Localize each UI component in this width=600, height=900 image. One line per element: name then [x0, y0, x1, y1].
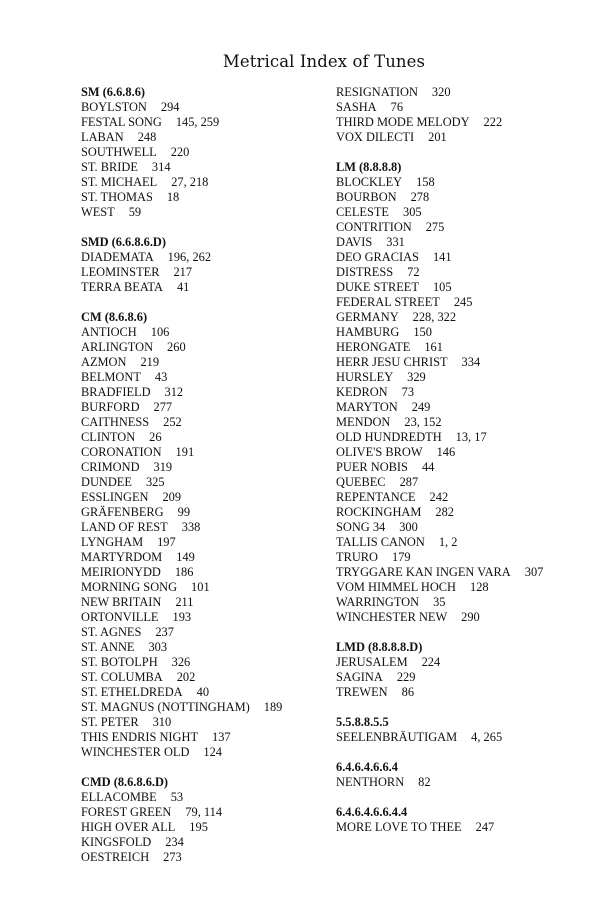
tune-entry — [81, 730, 331, 745]
tune-entry — [336, 520, 586, 535]
hymn-numbers: 59 — [128, 205, 142, 219]
hymn-numbers: 79, 114 — [185, 805, 223, 819]
hymn-numbers: 27, 218 — [171, 175, 209, 189]
tune-entry — [336, 445, 586, 460]
hymn-numbers: 211 — [175, 595, 194, 609]
tune-entry — [81, 520, 331, 535]
tune-name: MARTYRDOM — [81, 550, 163, 564]
tune-entry — [81, 580, 331, 595]
tune-entry — [336, 295, 586, 310]
tune-name: REPENTANCE — [336, 490, 416, 504]
hymn-numbers: 329 — [407, 370, 426, 384]
hymn-numbers: 237 — [155, 625, 174, 639]
hymn-numbers: 247 — [475, 820, 495, 834]
hymn-numbers: 320 — [431, 85, 451, 99]
hymn-numbers: 105 — [432, 280, 452, 294]
tune-name: CELESTE — [336, 205, 389, 219]
tune-name: FESTAL SONG — [81, 115, 162, 129]
tune-entry — [81, 325, 331, 340]
meter-section — [81, 775, 331, 865]
hymn-numbers: 146 — [436, 445, 456, 459]
tune-name: WINCHESTER NEW — [336, 610, 448, 624]
tune-name: GERMANY — [336, 310, 399, 324]
tune-entry — [336, 385, 586, 400]
tune-name: ESSLINGEN — [81, 490, 149, 504]
tune-name: OESTREICH — [81, 850, 150, 864]
hymn-numbers: 275 — [425, 220, 445, 234]
tune-name: DISTRESS — [336, 265, 394, 279]
tune-name: WINCHESTER OLD — [81, 745, 190, 759]
tune-entry — [336, 100, 586, 115]
meter-section — [81, 310, 331, 760]
tune-name: DIADEMATA — [81, 250, 154, 264]
hymn-numbers: 145, 259 — [175, 115, 220, 129]
meter-section — [336, 760, 586, 790]
hymn-numbers: 294 — [160, 100, 180, 114]
tune-entry — [81, 835, 331, 850]
hymn-numbers: 310 — [152, 715, 172, 729]
hymn-numbers: 4, 265 — [471, 730, 503, 744]
hymn-numbers: 1, 2 — [438, 535, 458, 549]
tune-entry — [336, 175, 586, 190]
tune-name: ST. PETER — [81, 715, 139, 729]
tune-entry — [81, 355, 331, 370]
tune-entry — [336, 370, 586, 385]
tune-name: CONTRITION — [336, 220, 412, 234]
hymn-numbers: 35 — [433, 595, 446, 609]
tune-entry — [81, 190, 331, 205]
tune-name: WEST — [81, 205, 115, 219]
tune-entry — [336, 85, 586, 100]
tune-entry — [336, 610, 586, 625]
hymn-numbers: 282 — [435, 505, 454, 519]
hymn-numbers: 229 — [396, 670, 416, 684]
tune-entry — [81, 445, 331, 460]
tune-entry — [336, 505, 586, 520]
tune-name: KEDRON — [336, 385, 388, 399]
hymn-numbers: 189 — [263, 700, 283, 714]
tune-entry — [81, 565, 331, 580]
tune-entry — [81, 670, 331, 685]
tune-entry — [336, 115, 586, 130]
tune-name: NENTHORN — [336, 775, 405, 789]
hymn-numbers: 128 — [470, 580, 489, 594]
tune-entry — [336, 820, 586, 835]
hymn-numbers: 312 — [164, 385, 184, 399]
tune-entry — [336, 685, 586, 700]
hymn-numbers: 44 — [421, 460, 435, 474]
tune-name: BOURBON — [336, 190, 397, 204]
tune-name: NEW BRITAIN — [81, 595, 162, 609]
hymn-numbers: 314 — [151, 160, 171, 174]
hymn-numbers: 18 — [166, 190, 180, 204]
hymn-numbers: 260 — [167, 340, 186, 354]
hymn-numbers: 86 — [401, 685, 415, 699]
tune-entry — [81, 385, 331, 400]
tune-name: VOM HIMMEL HOCH — [336, 580, 457, 594]
tune-name: ORTONVILLE — [81, 610, 159, 624]
tune-name: DAVIS — [336, 235, 373, 249]
tune-name: ST. AGNES — [81, 625, 142, 639]
hymn-numbers: 220 — [170, 145, 190, 159]
meter-section — [336, 805, 586, 835]
tune-name: GRÄFENBERG — [81, 505, 164, 519]
tune-entry — [81, 115, 331, 130]
tune-name: BELMONT — [81, 370, 141, 384]
tune-name: RESIGNATION — [336, 85, 418, 99]
meter-heading: 6.4.6.4.6.6.4 — [336, 760, 398, 774]
hymn-numbers: 219 — [140, 355, 160, 369]
tune-name: JERUSALEM — [336, 655, 408, 669]
tune-name: CLINTON — [81, 430, 136, 444]
hymn-numbers: 197 — [157, 535, 176, 549]
tune-entry — [336, 475, 586, 490]
tune-entry — [336, 535, 586, 550]
tune-name: ST. THOMAS — [81, 190, 153, 204]
hymn-numbers: 13, 17 — [455, 430, 487, 444]
meter-heading: SM (6.6.8.6) — [81, 85, 146, 99]
hymn-numbers: 287 — [399, 475, 419, 489]
meter-section — [336, 715, 586, 745]
tune-name: LABAN — [81, 130, 124, 144]
hymn-numbers: 149 — [176, 550, 195, 564]
tune-entry — [81, 205, 331, 220]
tune-entry — [336, 775, 586, 790]
tune-entry — [81, 625, 331, 640]
hymn-numbers: 273 — [163, 850, 182, 864]
hymn-numbers: 191 — [175, 445, 195, 459]
tune-name: FOREST GREEN — [81, 805, 172, 819]
hymn-numbers: 278 — [410, 190, 430, 204]
tune-name: MORE LOVE TO THEE — [336, 820, 462, 834]
tune-entry — [81, 715, 331, 730]
hymn-numbers: 338 — [181, 520, 201, 534]
tune-entry — [336, 565, 586, 580]
hymn-numbers: 202 — [176, 670, 196, 684]
hymn-numbers: 334 — [461, 355, 481, 369]
hymn-numbers: 217 — [173, 265, 193, 279]
hymn-numbers: 73 — [401, 385, 415, 399]
tune-name: BLOCKLEY — [336, 175, 403, 189]
tune-entry — [81, 610, 331, 625]
meter-heading: 6.4.6.4.6.6.4.4 — [336, 805, 408, 819]
tune-entry — [81, 745, 331, 760]
hymn-numbers: 307 — [524, 565, 544, 579]
hymn-numbers: 331 — [386, 235, 405, 249]
tune-name: MARYTON — [336, 400, 398, 414]
tune-entry — [336, 670, 586, 685]
hymn-numbers: 209 — [162, 490, 182, 504]
tune-entry — [81, 400, 331, 415]
tune-name: OLD HUNDREDTH — [336, 430, 442, 444]
tune-name: TRYGGARE KAN INGEN VARA — [336, 565, 511, 579]
page-title: Metrical Index of Tunes — [222, 52, 426, 71]
hymn-numbers: 305 — [403, 205, 422, 219]
tune-entry — [336, 460, 586, 475]
tune-name: CAITHNESS — [81, 415, 150, 429]
tune-entry — [336, 490, 586, 505]
hymn-numbers: 179 — [392, 550, 411, 564]
hymn-numbers: 82 — [418, 775, 431, 789]
hymn-numbers: 234 — [165, 835, 184, 849]
hymn-numbers: 72 — [407, 265, 420, 279]
meter-heading: LM (8.8.8.8) — [336, 160, 402, 174]
tune-entry — [81, 175, 331, 190]
hymn-numbers: 150 — [413, 325, 432, 339]
tune-name: ROCKINGHAM — [336, 505, 422, 519]
tune-entry — [81, 130, 331, 145]
tune-entry — [336, 265, 586, 280]
tune-name: MEIRIONYDD — [81, 565, 161, 579]
meter-heading: SMD (6.6.8.6.D) — [81, 235, 167, 249]
tune-entry — [81, 415, 331, 430]
tune-name: MENDON — [336, 415, 391, 429]
tune-entry — [336, 730, 586, 745]
hymn-numbers: 277 — [153, 400, 173, 414]
tune-entry — [336, 430, 586, 445]
tune-name: TERRA BEATA — [81, 280, 163, 294]
hymn-numbers: 325 — [145, 475, 165, 489]
tune-name: ST. ANNE — [81, 640, 135, 654]
tune-entry — [81, 160, 331, 175]
tune-entry — [81, 370, 331, 385]
left-column — [81, 85, 331, 880]
hymn-numbers: 124 — [203, 745, 222, 759]
tune-name: SASHA — [336, 100, 377, 114]
hymn-numbers: 222 — [483, 115, 503, 129]
hymn-numbers: 23, 152 — [404, 415, 442, 429]
tune-name: VOX DILECTI — [336, 130, 415, 144]
tune-entry — [81, 820, 331, 835]
tune-entry — [81, 490, 331, 505]
hymn-numbers: 195 — [189, 820, 208, 834]
tune-name: LEOMINSTER — [81, 265, 160, 279]
meter-section — [81, 85, 331, 220]
hymn-numbers: 141 — [432, 250, 452, 264]
tune-name: HIGH OVER ALL — [81, 820, 176, 834]
tune-entry — [81, 595, 331, 610]
tune-name: PUER NOBIS — [336, 460, 408, 474]
tune-name: TALLIS CANON — [336, 535, 425, 549]
tune-name: SEELENBRÄUTIGAM — [336, 730, 458, 744]
tune-entry — [81, 145, 331, 160]
tune-entry — [336, 325, 586, 340]
tune-entry — [336, 205, 586, 220]
hymn-numbers: 101 — [191, 580, 210, 594]
tune-entry — [81, 850, 331, 865]
hymn-numbers: 99 — [177, 505, 191, 519]
tune-name: ST. BRIDE — [81, 160, 138, 174]
meter-section — [336, 85, 586, 145]
tune-name: DEO GRACIAS — [336, 250, 419, 264]
hymn-numbers: 242 — [429, 490, 449, 504]
tune-name: TRURO — [336, 550, 378, 564]
tune-name: SOUTHWELL — [81, 145, 157, 159]
tune-name: HERONGATE — [336, 340, 411, 354]
tune-entry — [336, 250, 586, 265]
tune-entry — [336, 550, 586, 565]
hymn-numbers: 186 — [174, 565, 194, 579]
hymn-numbers: 319 — [153, 460, 173, 474]
tune-name: HURSLEY — [336, 370, 394, 384]
tune-name: SAGINA — [336, 670, 383, 684]
tune-entry — [81, 265, 331, 280]
hymn-numbers: 137 — [212, 730, 231, 744]
tune-entry — [336, 280, 586, 295]
tune-name: AZMON — [81, 355, 127, 369]
tune-name: OLIVE'S BROW — [336, 445, 423, 459]
hymn-numbers: 248 — [137, 130, 157, 144]
hymn-numbers: 196, 262 — [167, 250, 212, 264]
meter-heading: CM (8.6.8.6) — [81, 310, 148, 324]
hymn-numbers: 53 — [170, 790, 184, 804]
tune-entry — [336, 130, 586, 145]
tune-name: BOYLSTON — [81, 100, 147, 114]
tune-entry — [336, 655, 586, 670]
tune-entry — [81, 805, 331, 820]
hymn-numbers: 106 — [150, 325, 170, 339]
tune-name: ARLINGTON — [81, 340, 154, 354]
tune-name: ST. MICHAEL — [81, 175, 158, 189]
tune-name: ELLACOMBE — [81, 790, 157, 804]
tune-name: BRADFIELD — [81, 385, 151, 399]
hymn-numbers: 201 — [428, 130, 447, 144]
tune-entry — [81, 475, 331, 490]
hymn-numbers: 26 — [149, 430, 162, 444]
meter-heading: CMD (8.6.8.6.D) — [81, 775, 169, 789]
tune-entry — [81, 505, 331, 520]
tune-entry — [81, 655, 331, 670]
tune-name: MORNING SONG — [81, 580, 178, 594]
hymn-numbers: 76 — [390, 100, 404, 114]
tune-entry — [81, 460, 331, 475]
tune-name: HAMBURG — [336, 325, 400, 339]
tune-name: CORONATION — [81, 445, 162, 459]
hymn-numbers: 161 — [424, 340, 443, 354]
meter-section — [336, 160, 586, 625]
meter-heading: 5.5.8.8.5.5 — [336, 715, 389, 729]
tune-entry — [336, 355, 586, 370]
tune-name: CRIMOND — [81, 460, 140, 474]
hymn-numbers: 249 — [411, 400, 431, 414]
hymn-numbers: 43 — [154, 370, 168, 384]
tune-entry — [81, 685, 331, 700]
tune-entry — [81, 640, 331, 655]
tune-entry — [336, 595, 586, 610]
tune-entry — [81, 550, 331, 565]
tune-entry — [81, 250, 331, 265]
tune-entry — [81, 430, 331, 445]
meter-section — [81, 235, 331, 295]
tune-entry — [336, 580, 586, 595]
hymn-numbers: 252 — [163, 415, 182, 429]
tune-name: ST. MAGNUS (NOTTINGHAM) — [81, 700, 250, 714]
hymn-numbers: 193 — [172, 610, 192, 624]
tune-name: FEDERAL STREET — [336, 295, 440, 309]
tune-name: ST. BOTOLPH — [81, 655, 158, 669]
tune-name: KINGSFOLD — [81, 835, 152, 849]
tune-entry — [81, 790, 331, 805]
hymn-numbers: 300 — [399, 520, 418, 534]
tune-name: BURFORD — [81, 400, 140, 414]
meter-section — [336, 640, 586, 700]
hymn-numbers: 290 — [461, 610, 480, 624]
hymn-numbers: 40 — [196, 685, 210, 699]
hymn-numbers: 41 — [176, 280, 190, 294]
tune-name: DUKE STREET — [336, 280, 419, 294]
tune-entry — [336, 235, 586, 250]
hymn-numbers: 158 — [416, 175, 435, 189]
tune-name: DUNDEE — [81, 475, 132, 489]
tune-name: ST. COLUMBA — [81, 670, 163, 684]
tune-entry — [336, 400, 586, 415]
tune-name: THIRD MODE MELODY — [336, 115, 470, 129]
hymn-numbers: 303 — [148, 640, 168, 654]
hymn-numbers: 245 — [453, 295, 473, 309]
tune-entry — [81, 535, 331, 550]
tune-entry — [336, 310, 586, 325]
hymn-numbers: 228, 322 — [412, 310, 457, 324]
hymn-numbers: 224 — [421, 655, 441, 669]
tune-entry — [336, 190, 586, 205]
tune-entry — [81, 700, 331, 715]
tune-name: ST. ETHELDREDA — [81, 685, 183, 699]
tune-entry — [81, 280, 331, 295]
tune-name: THIS ENDRIS NIGHT — [81, 730, 199, 744]
tune-entry — [336, 220, 586, 235]
tune-name: LAND OF REST — [81, 520, 168, 534]
tune-entry — [336, 415, 586, 430]
tune-entry — [336, 340, 586, 355]
tune-name: ANTIOCH — [81, 325, 137, 339]
tune-entry — [81, 340, 331, 355]
right-column — [336, 85, 586, 850]
tune-name: TREWEN — [336, 685, 388, 699]
meter-heading: LMD (8.8.8.8.D) — [336, 640, 423, 654]
tune-name: LYNGHAM — [81, 535, 144, 549]
tune-name: QUEBEC — [336, 475, 386, 489]
tune-name: WARRINGTON — [336, 595, 420, 609]
hymn-numbers: 326 — [171, 655, 191, 669]
tune-entry — [81, 100, 331, 115]
tune-name: HERR JESU CHRIST — [336, 355, 448, 369]
tune-name: SONG 34 — [336, 520, 386, 534]
